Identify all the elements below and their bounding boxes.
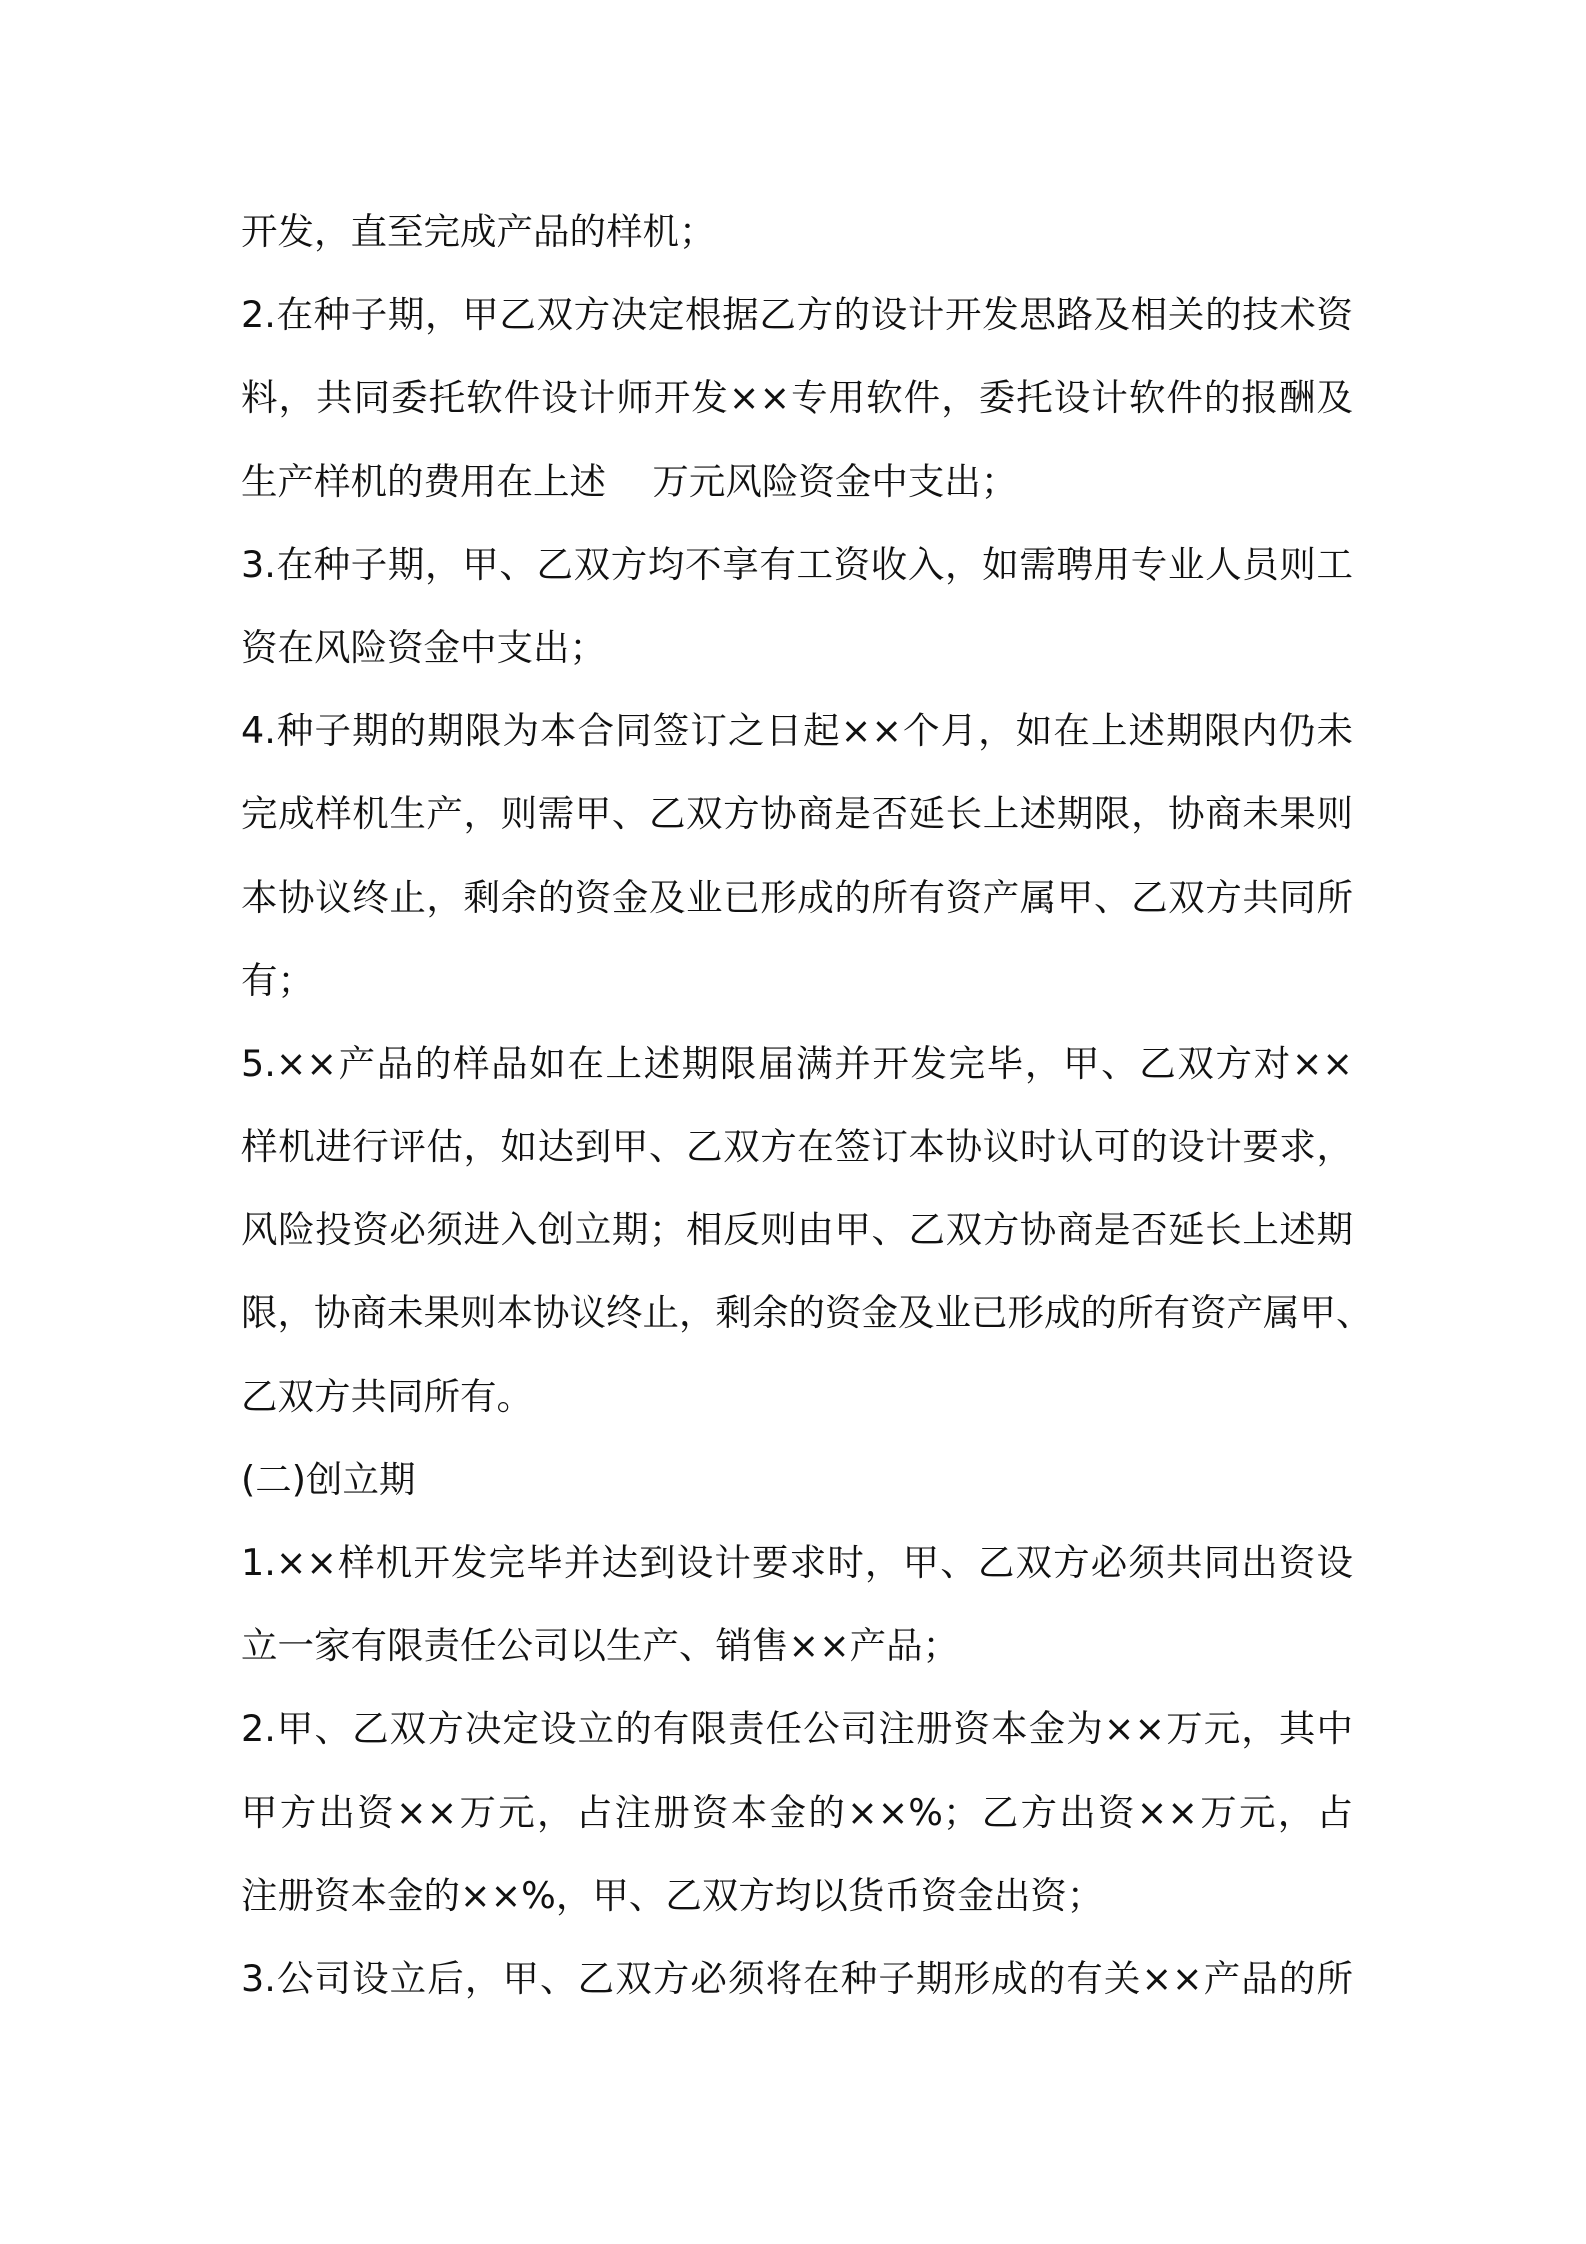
- text-line: 资在风险资金中支出；: [241, 625, 606, 669]
- text-line: 3.在种子期，甲、乙双方均不享有工资收入，如需聘用专业人员则工: [241, 542, 1353, 586]
- text-line: 完成样机生产，则需甲、乙双方协商是否延长上述期限，协商未果则: [241, 792, 1353, 836]
- text-line: 开发，直至完成产品的样机；: [241, 210, 716, 253]
- text-line: 注册资本金的××%，甲、乙双方均以货币资金出资；: [241, 1873, 1104, 1917]
- document-body: [241, 190, 1373, 2020]
- text-line: 甲方出资××万元，占注册资本金的××%；乙方出资××万元，占: [241, 1790, 1353, 1834]
- section-heading: (二)创立期: [241, 1457, 416, 1501]
- text-line: 2.甲、乙双方决定设立的有限责任公司注册资本金为××万元，其中: [241, 1707, 1353, 1751]
- text-line: 有；: [241, 958, 314, 1002]
- text-line: 乙双方共同所有。: [241, 1374, 533, 1418]
- text-line: 立一家有限责任公司以生产、销售××产品；: [241, 1624, 960, 1668]
- text-line: 2.在种子期，甲乙双方决定根据乙方的设计开发思路及相关的技术资: [241, 293, 1353, 337]
- text-line: 5.××产品的样品如在上述期限届满并开发完毕，甲、乙双方对××: [241, 1041, 1353, 1085]
- text-line: 限，协商未果则本协议终止，剩余的资金及业已形成的所有资产属甲、: [241, 1291, 1373, 1335]
- text-line: 本协议终止，剩余的资金及业已形成的所有资产属甲、乙双方共同所: [241, 875, 1353, 919]
- text-line: 风险投资必须进入创立期；相反则由甲、乙双方协商是否延长上述期: [241, 1208, 1353, 1252]
- text-line: 1.××样机开发完毕并达到设计要求时，甲、乙双方必须共同出资设: [241, 1541, 1353, 1584]
- text-line: 4.种子期的期限为本合同签订之日起××个月，如在上述期限内仍未: [241, 709, 1353, 753]
- text-line: 生产样机的费用在上述 万元风险资金中支出；: [241, 459, 1018, 503]
- text-line: 料，共同委托软件设计师开发××专用软件，委托设计软件的报酬及: [241, 376, 1353, 420]
- text-line: 样机进行评估，如达到甲、乙双方在签订本协议时认可的设计要求，: [241, 1125, 1353, 1169]
- text-line: 3.公司设立后，甲、乙双方必须将在种子期形成的有关××产品的所: [241, 1956, 1353, 2000]
